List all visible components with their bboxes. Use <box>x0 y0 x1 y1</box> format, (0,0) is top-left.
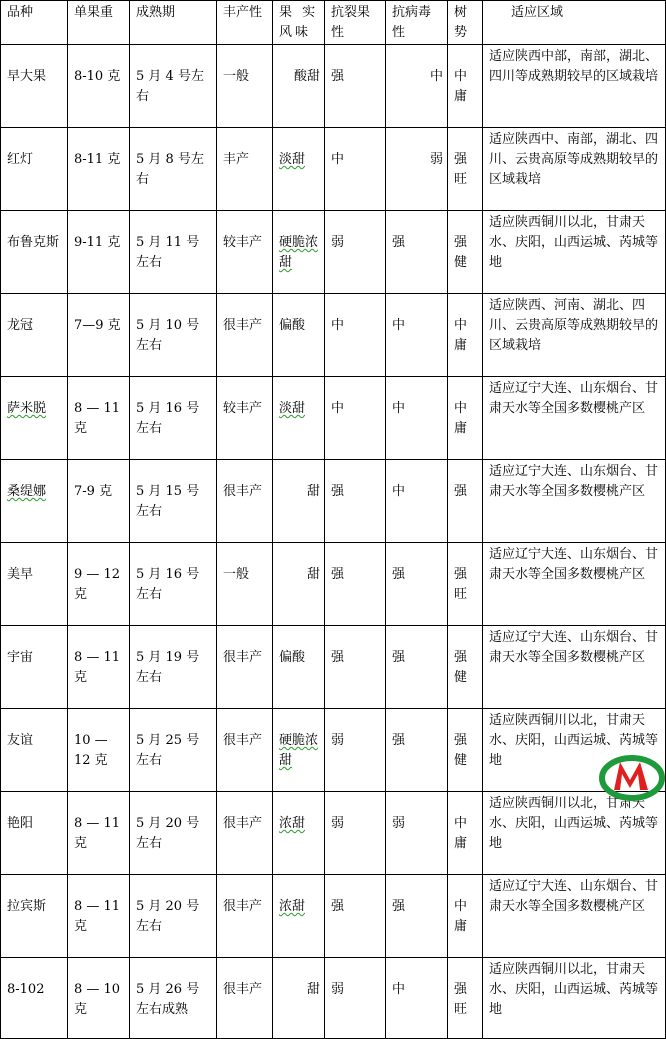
cell-region: 适应辽宁大连、山东烟台、甘肃天水等全国多数樱桃产区 <box>483 377 666 460</box>
watermark-logo <box>594 744 666 804</box>
cell-region: 适应辽宁大连、山东烟台、甘肃天水等全国多数樱桃产区 <box>483 875 666 958</box>
header-yield: 丰产性 <box>217 1 273 45</box>
cell-variety: 艳阳 <box>1 792 68 875</box>
header-virus-resistance: 抗病毒性 <box>386 1 448 45</box>
table-row <box>1 875 666 958</box>
cell-yield: 很丰产 <box>217 294 273 377</box>
table-row <box>1 709 666 792</box>
cell-maturity: 5 月 19 号左右 <box>130 626 217 709</box>
cell-region: 适应陕西、河南、湖北、四川、云贵高原等成熟期较早的区域栽培 <box>483 294 666 377</box>
cell-weight: 8-11 克 <box>68 128 130 211</box>
cell-region: 适应陕西铜川以北，甘肃天水、庆阳，山西运城、芮城等地 <box>483 709 666 792</box>
cell-region: 适应辽宁大连、山东烟台、甘肃天水等全国多数樱桃产区 <box>483 626 666 709</box>
cell-maturity: 5 月 11 号左右 <box>130 211 217 294</box>
table-row <box>1 377 666 460</box>
cell-yield: 很丰产 <box>217 460 273 543</box>
cell-virus-resistance: 中 <box>386 958 448 1039</box>
cell-weight: 8 — 11 克 <box>68 792 130 875</box>
cell-crack-resistance: 弱 <box>325 211 386 294</box>
cell-virus-resistance: 弱 <box>386 128 448 211</box>
cell-virus-resistance: 强 <box>386 875 448 958</box>
cell-region: 适应辽宁大连、山东烟台、甘肃天水等全国多数樱桃产区 <box>483 460 666 543</box>
cell-virus-resistance: 中 <box>386 460 448 543</box>
cell-maturity: 5 月 10 号左右 <box>130 294 217 377</box>
table-header-row <box>1 1 666 45</box>
table-row <box>1 294 666 377</box>
cell-region: 适应陕西中部，南部，湖北、四川等成熟期较早的区域栽培 <box>483 45 666 128</box>
cell-region: 适应辽宁大连、山东烟台、甘肃天水等全国多数樱桃产区 <box>483 543 666 626</box>
cell-region: 适应陕西中、南部，湖北、四川、云贵高原等成熟期较早的区域栽培 <box>483 128 666 211</box>
cell-flavor: 甜 <box>273 460 325 543</box>
cell-flavor: 甜 <box>273 958 325 1039</box>
cell-tree-vigor: 强健 <box>448 626 483 709</box>
header-tree-vigor: 树 势 <box>448 1 483 45</box>
cell-virus-resistance: 强 <box>386 543 448 626</box>
cell-flavor: 淡甜 <box>273 377 325 460</box>
cell-tree-vigor: 中庸 <box>448 45 483 128</box>
cell-crack-resistance: 弱 <box>325 709 386 792</box>
cell-yield: 较丰产 <box>217 211 273 294</box>
cell-tree-vigor: 强健 <box>448 709 483 792</box>
cell-maturity: 5 月 20 号左右 <box>130 792 217 875</box>
cell-virus-resistance: 强 <box>386 626 448 709</box>
cell-crack-resistance: 强 <box>325 460 386 543</box>
cell-maturity: 5 月 8 号左右 <box>130 128 217 211</box>
cell-virus-resistance: 中 <box>386 294 448 377</box>
table-row <box>1 460 666 543</box>
cell-tree-vigor: 中庸 <box>448 377 483 460</box>
cell-yield: 一般 <box>217 543 273 626</box>
cell-maturity: 5 月 16 号左右 <box>130 543 217 626</box>
cell-crack-resistance: 强 <box>325 45 386 128</box>
table-row <box>1 45 666 128</box>
cell-virus-resistance: 弱 <box>386 792 448 875</box>
cell-maturity: 5 月 26 号左右成熟 <box>130 958 217 1039</box>
table-row <box>1 128 666 211</box>
cell-variety: 龙冠 <box>1 294 68 377</box>
cell-variety: 美早 <box>1 543 68 626</box>
cell-flavor: 偏酸 <box>273 294 325 377</box>
header-variety: 品种 <box>1 1 68 45</box>
table-row <box>1 211 666 294</box>
cell-weight: 8 — 11 克 <box>68 875 130 958</box>
cell-weight: 8-10 克 <box>68 45 130 128</box>
cell-region: 适应陕西铜川以北，甘肃天水、庆阳，山西运城、芮城等地 <box>483 792 666 875</box>
cell-flavor: 浓甜 <box>273 792 325 875</box>
cell-crack-resistance: 中 <box>325 294 386 377</box>
cell-flavor: 偏酸 <box>273 626 325 709</box>
cell-maturity: 5 月 25 号左右 <box>130 709 217 792</box>
cell-tree-vigor: 强健 <box>448 211 483 294</box>
cell-yield: 很丰产 <box>217 875 273 958</box>
table-row <box>1 543 666 626</box>
header-flavor: 果 实 风味 <box>273 1 325 45</box>
cell-variety: 萨米脱 <box>1 377 68 460</box>
cell-variety: 8-102 <box>1 958 68 1039</box>
cell-flavor: 硬脆浓甜 <box>273 211 325 294</box>
table-row <box>1 626 666 709</box>
cell-virus-resistance: 中 <box>386 377 448 460</box>
cell-weight: 9-11 克 <box>68 211 130 294</box>
cell-weight: 8 — 10 克 <box>68 958 130 1039</box>
cell-tree-vigor: 中庸 <box>448 792 483 875</box>
cell-variety: 友谊 <box>1 709 68 792</box>
cell-maturity: 5 月 15 号左右 <box>130 460 217 543</box>
cell-virus-resistance: 中 <box>386 45 448 128</box>
cell-crack-resistance: 中 <box>325 128 386 211</box>
header-region: 适应区域 <box>483 1 666 45</box>
cell-crack-resistance: 弱 <box>325 958 386 1039</box>
cell-yield: 很丰产 <box>217 626 273 709</box>
cell-tree-vigor: 中庸 <box>448 875 483 958</box>
cell-yield: 很丰产 <box>217 958 273 1039</box>
cell-region: 适应陕西铜川以北，甘肃天水、庆阳，山西运城、芮城等地 <box>483 211 666 294</box>
cell-yield: 丰产 <box>217 128 273 211</box>
cell-virus-resistance: 强 <box>386 211 448 294</box>
cell-tree-vigor: 强 <box>448 460 483 543</box>
cell-flavor: 酸甜 <box>273 45 325 128</box>
header-maturity: 成熟期 <box>130 1 217 45</box>
cell-weight: 7-9 克 <box>68 460 130 543</box>
cell-variety: 早大果 <box>1 45 68 128</box>
cell-crack-resistance: 强 <box>325 626 386 709</box>
cell-flavor: 甜 <box>273 543 325 626</box>
cell-weight: 10 — 12 克 <box>68 709 130 792</box>
cell-yield: 较丰产 <box>217 377 273 460</box>
cell-flavor: 硬脆浓甜 <box>273 709 325 792</box>
cell-crack-resistance: 弱 <box>325 792 386 875</box>
cell-tree-vigor: 中庸 <box>448 294 483 377</box>
header-weight: 单果重 <box>68 1 130 45</box>
cell-maturity: 5 月 16 号左右 <box>130 377 217 460</box>
cell-weight: 7—9 克 <box>68 294 130 377</box>
cell-region: 适应陕西铜川以北，甘肃天水、庆阳，山西运城、芮城等地 <box>483 958 666 1039</box>
cell-weight: 8 — 11 克 <box>68 626 130 709</box>
cell-yield: 一般 <box>217 45 273 128</box>
cell-flavor: 浓甜 <box>273 875 325 958</box>
cell-flavor: 淡甜 <box>273 128 325 211</box>
cell-yield: 很丰产 <box>217 792 273 875</box>
cell-tree-vigor: 强旺 <box>448 958 483 1039</box>
cell-variety: 宇宙 <box>1 626 68 709</box>
cell-maturity: 5 月 20 号左右 <box>130 875 217 958</box>
cell-weight: 8 — 11 克 <box>68 377 130 460</box>
cell-crack-resistance: 强 <box>325 543 386 626</box>
cell-variety: 布鲁克斯 <box>1 211 68 294</box>
cell-variety: 桑缇娜 <box>1 460 68 543</box>
header-crack-resistance: 抗裂果性 <box>325 1 386 45</box>
cell-variety: 红灯 <box>1 128 68 211</box>
cell-crack-resistance: 中 <box>325 377 386 460</box>
table-row <box>1 958 666 1039</box>
cell-maturity: 5 月 4 号左右 <box>130 45 217 128</box>
cell-variety: 拉宾斯 <box>1 875 68 958</box>
cell-tree-vigor: 强旺 <box>448 128 483 211</box>
cell-virus-resistance: 强 <box>386 709 448 792</box>
cell-crack-resistance: 强 <box>325 875 386 958</box>
cell-weight: 9 — 12 克 <box>68 543 130 626</box>
cell-tree-vigor: 强旺 <box>448 543 483 626</box>
cell-yield: 很丰产 <box>217 709 273 792</box>
